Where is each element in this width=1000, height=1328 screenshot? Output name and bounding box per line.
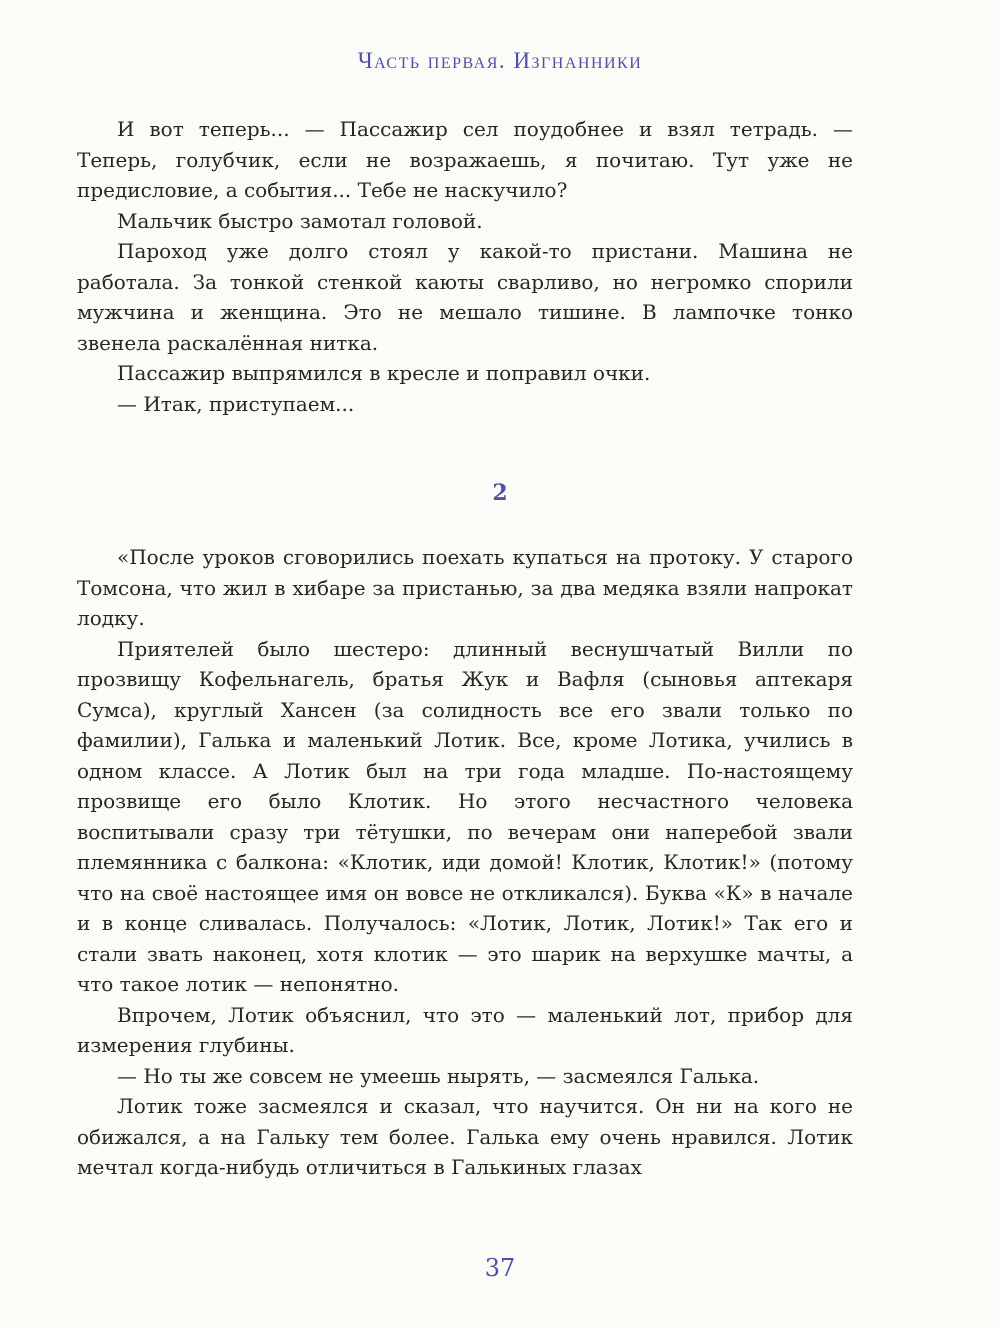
text-block-chapter bbox=[77, 542, 853, 1183]
paragraph: Лотик тоже засмеялся и сказал, что научится. Он ни на кого не обижался, а на Гальку тем более. Галька ему очень нравился. Лотик мечтал когда-нибудь отличиться в Галькиных глазах bbox=[77, 1094, 853, 1179]
running-head: Часть первая. Изгнанники bbox=[357, 48, 643, 73]
paragraph: Пассажир выпрямился в кресле и поправил очки. bbox=[117, 361, 651, 385]
chapter-number: 2 bbox=[492, 480, 508, 506]
paragraph: Приятелей было шестеро: длинный веснушчатый Вилли по прозвищу Кофельнагель, братья Жук и Вафля (сыновья аптекаря Сумса), круглый Хансен (за солидность все его звали только по фамилии), Галька и маленький Лотик. Все, кроме Лотика, учились в одном классе. А Лотик был на три года младше. По-настоящему прозвище его было Клотик. Но этого несчастного человека воспитывали сразу три тётушки, по вечерам они наперебой звали племянника с балкона: «Клотик, иди домой! Клотик, Клотик!» (потому что на своё настоящее имя он вовсе не откликался). Буква «К» в начале и в конце сливалась. Получалось: «Лотик, Лотик, Лотик!» Так его и стали звать наконец, хотя клотик — это шарик на верхушке мачты, а что такое лотик — непонятно. bbox=[77, 636, 853, 996]
paragraph: И вот теперь... — Пассажир сел поудобнее и взял тетрадь. — Теперь, голубчик, если не возражаешь, я почитаю. Тут уже не предисловие, а события... Тебе не наскучило? bbox=[77, 117, 853, 202]
text-block-intro bbox=[77, 114, 853, 419]
paragraph: Пароход уже долго стоял у какой-то пристани. Машина не работала. За тонкой стенкой каюты сварливо, но негромко спорили мужчина и женщина. Это не мешало тишине. В лампочке тонко звенела раскалённая нитка. bbox=[77, 239, 853, 355]
paragraph: Впрочем, Лотик объяснил, что это — маленький лот, прибор для измерения глубины. bbox=[77, 1002, 853, 1057]
paragraph: «После уроков сговорились поехать купаться на протоку. У старого Томсона, что жил в хибаре за пристанью, за два медяка взяли напрокат лодку. bbox=[77, 545, 853, 630]
paragraph: — Но ты же совсем не умеешь нырять, — засмеялся Галька. bbox=[117, 1063, 760, 1088]
paragraph: Мальчик быстро замотал головой. bbox=[117, 208, 483, 233]
paragraph: — Итак, приступаем... bbox=[117, 391, 355, 416]
page-number: 37 bbox=[484, 1254, 516, 1282]
